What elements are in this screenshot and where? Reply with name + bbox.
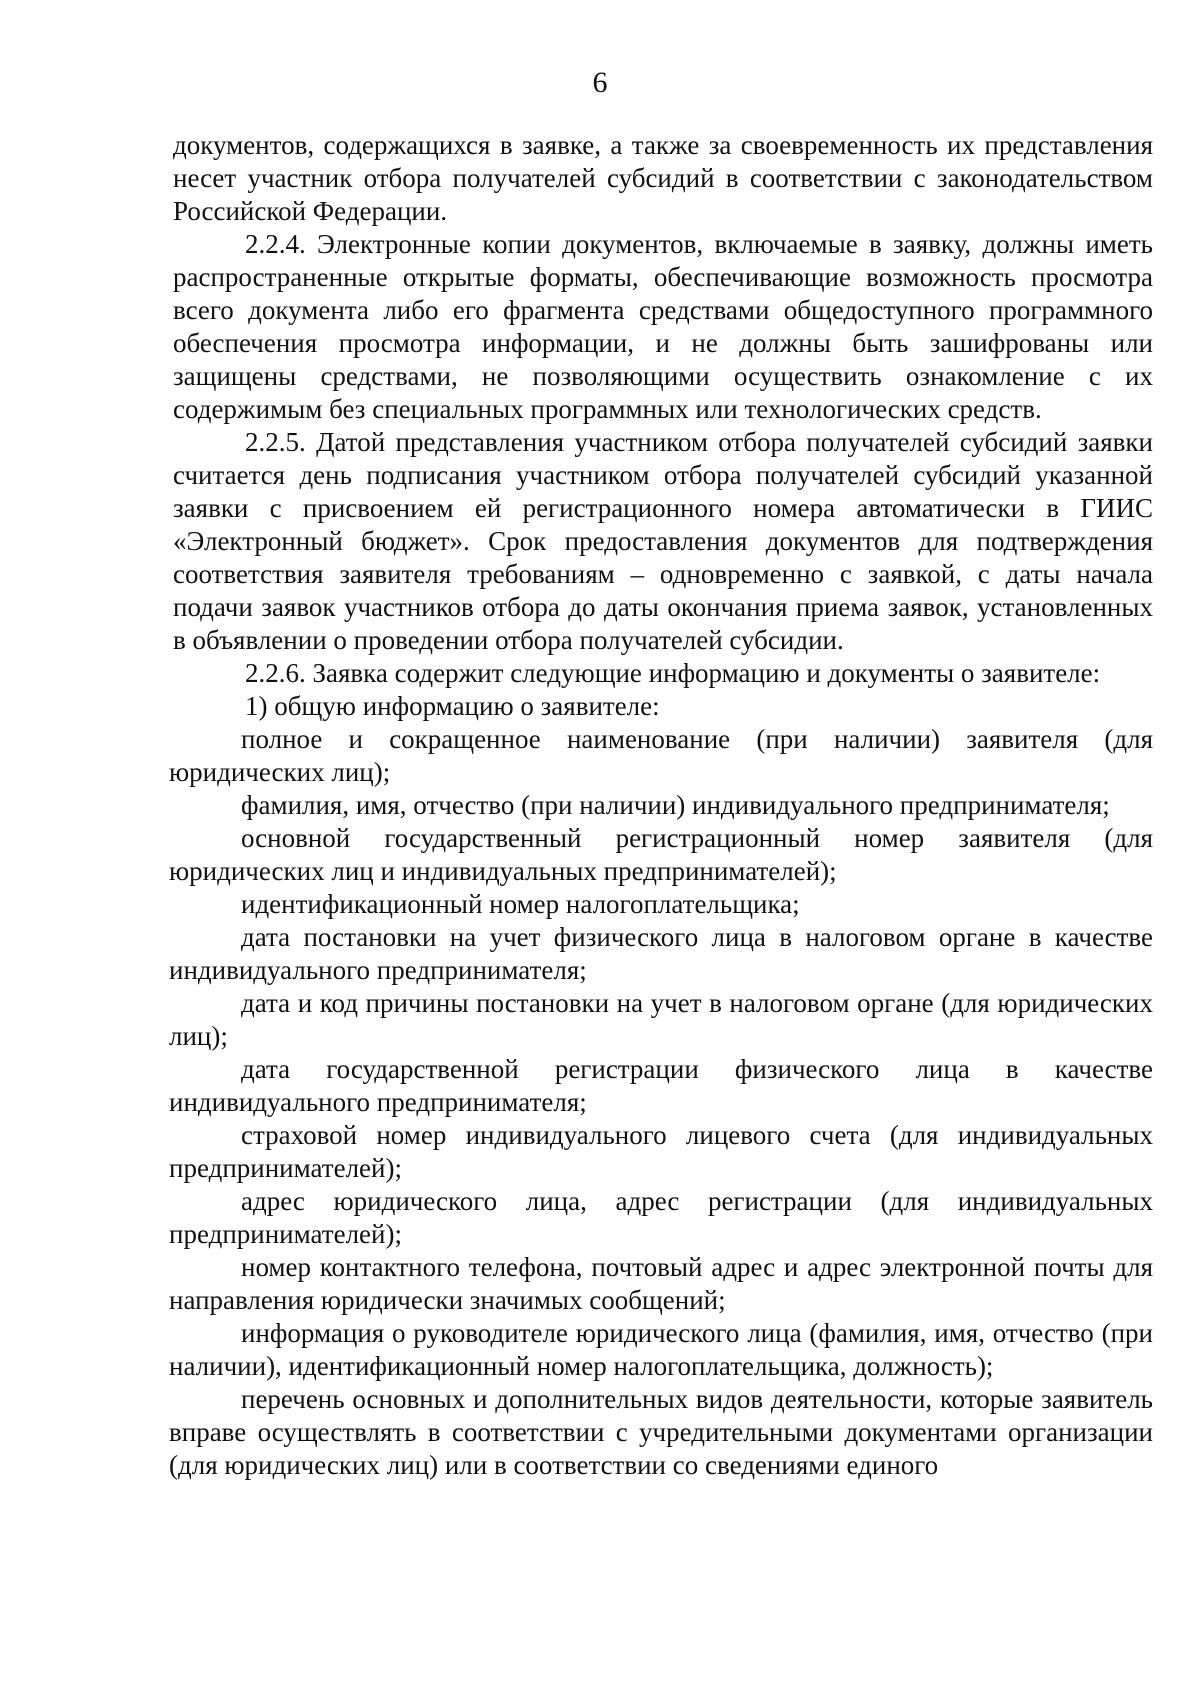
list-item: перечень основных и дополнительных видов деятельности, которые заявитель вправе осуществлять в соответствии с учредительными документами организации (для юридических лиц) или в соответствии со сведениями единого xyxy=(169,1384,1153,1480)
list-item: номер контактного телефона, почтовый адрес и адрес электронной почты для направления юридически значимых сообщений; xyxy=(169,1252,1153,1315)
list-item: адрес юридического лица, адрес регистрации (для индивидуальных предпринимателей); xyxy=(169,1186,1153,1249)
paragraph-2-2-6: 2.2.6. Заявка содержит следующие информацию и документы о заявителе: xyxy=(245,658,1101,688)
list-item: дата и код причины постановки на учет в налоговом органе (для юридических лиц); xyxy=(169,988,1153,1051)
list-item: полное и сокращенное наименование (при наличии) заявителя (для юридических лиц); xyxy=(169,724,1153,787)
page-number: 6 xyxy=(592,66,608,99)
paragraph-2-2-5: 2.2.5. Датой представления участником отбора получателей субсидий заявки считается день подписания участником отбора получателей субсидий указанной заявки с присвоением ей регистрационного номера автоматически в ГИИС «Электронный бюджет». Срок предоставления документов для подтверждения соответствия заявителя требованиям – одновременно с заявкой, с даты начала подачи заявок участников отбора до даты окончания приема заявок, установленных в объявлении о проведении отбора получателей субсидии. xyxy=(173,427,1153,655)
paragraph-continuation: документов, содержащихся в заявке, а также за своевременность их представления несет участник отбора получателей субсидий в соответствии с законодательством Российской Федерации. xyxy=(173,130,1153,226)
paragraph-2-2-4: 2.2.4. Электронные копии документов, включаемые в заявку, должны иметь распространенные открытые форматы, обеспечивающие возможность просмотра всего документа либо его фрагмента средствами общедоступного программного обеспечения просмотра информации, и не должны быть зашифрованы или защищены средствами, не позволяющими осуществить ознакомление с их содержимым без специальных программных или технологических средств. xyxy=(173,229,1153,424)
list-item: фамилия, имя, отчество (при наличии) индивидуального предпринимателя; xyxy=(241,790,1110,820)
list-item: основной государственный регистрационный номер заявителя (для юридических лиц и индивидуальных предпринимателей); xyxy=(169,823,1153,886)
list-item: идентификационный номер налогоплательщика; xyxy=(241,889,800,919)
document-body xyxy=(169,129,1153,1482)
list-item-general-info: 1) общую информацию о заявителе: xyxy=(245,691,660,721)
general-info-list xyxy=(169,723,1153,1482)
list-item: страховой номер индивидуального лицевого счета (для индивидуальных предпринимателей); xyxy=(169,1120,1153,1183)
list-item: дата постановки на учет физического лица в налоговом органе в качестве индивидуального предпринимателя; xyxy=(169,922,1153,985)
list-item: информация о руководителе юридического лица (фамилия, имя, отчество (при наличии), идентификационный номер налогоплательщика, должность); xyxy=(169,1318,1153,1381)
list-item: дата государственной регистрации физического лица в качестве индивидуального предпринимателя; xyxy=(169,1054,1153,1117)
